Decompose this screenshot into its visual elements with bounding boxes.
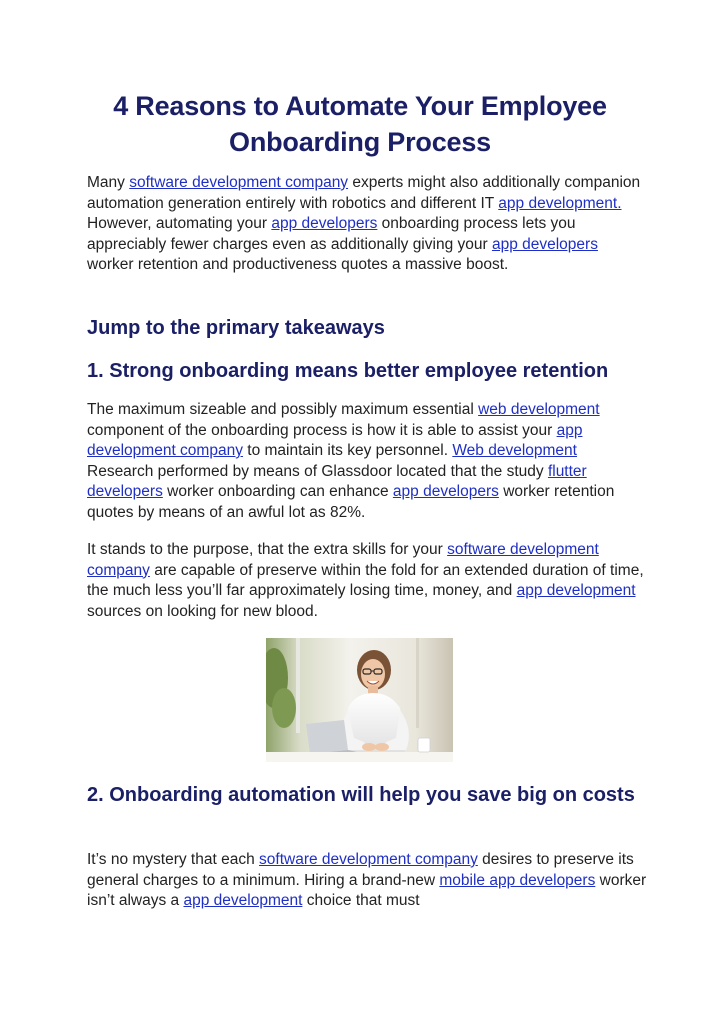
section2-paragraph-1 <box>87 850 647 912</box>
page-title: 4 Reasons to Automate Your Employee Onboarding Process <box>113 91 607 157</box>
text-run: component of the onboarding process is how it is able to assist your <box>87 421 557 439</box>
text-run: Many <box>87 174 130 191</box>
section1-heading: 1. Strong onboarding means better employee retention <box>87 360 609 382</box>
link-software-development-company[interactable]: software development company <box>259 851 478 868</box>
text-run: Research performed by means of Glassdoor located that the study <box>87 462 548 480</box>
text-run: worker isn’t always a <box>87 871 647 909</box>
jump-takeaways-heading: Jump to the primary takeaways <box>87 317 385 339</box>
text-run: It’s no mystery that each <box>87 851 260 868</box>
text-run: to maintain its key personnel. <box>242 442 453 459</box>
text-run: sources on looking for new blood. <box>87 602 318 620</box>
link-app-development[interactable]: app development <box>183 892 303 909</box>
link-flutter-developers[interactable]: flutter developers <box>87 462 587 500</box>
link-software-development-company[interactable]: software development company <box>129 174 349 191</box>
text-run: desires to preserve its general charges to a minimum. Hiring a brand-new <box>87 851 634 889</box>
section2-heading: 2. Onboarding automation will help you save big on costs <box>87 784 635 806</box>
text-run: are capable of preserve within the fold for an extended duration of time, the much less you’ll far approximately losing time, money, and <box>87 561 644 599</box>
link-web-development[interactable]: Web development <box>452 442 577 459</box>
link-app-developers[interactable]: app developers <box>491 235 598 253</box>
text-run: However, automating your <box>87 215 272 232</box>
section1-paragraph-1 <box>87 400 647 523</box>
link-mobile-app-developers[interactable]: mobile app developers <box>439 871 596 889</box>
link-app-development[interactable]: app development. <box>498 194 622 212</box>
text-run: The maximum sizeable and possibly maximum essential <box>87 401 479 418</box>
section1-paragraph-2 <box>87 540 647 622</box>
text-run: worker retention quotes by means of an awful lot as 82%. <box>87 483 615 521</box>
text-run: worker onboarding can enhance <box>162 483 393 500</box>
link-app-development-company[interactable]: app development company <box>87 421 583 459</box>
office-woman-laughing-photo <box>266 638 453 762</box>
link-software-development-company[interactable]: software development company <box>87 541 599 579</box>
text-run: onboarding process lets you appreciably fewer charges even as additionally giving your <box>87 215 576 253</box>
text-run: choice that must <box>302 892 420 909</box>
text-run: experts might also additionally companion automation generation entirely with robotics and different IT <box>87 174 641 212</box>
text-run: It stands to the purpose, that the extra skills for your <box>87 541 448 558</box>
text-run: worker retention and productiveness quotes a massive boost. <box>87 256 509 273</box>
photo-illustration <box>266 638 453 762</box>
link-app-developers[interactable]: app developers <box>271 215 378 232</box>
intro-paragraph <box>87 173 647 276</box>
link-app-development[interactable]: app development <box>516 582 636 599</box>
link-web-development[interactable]: web development <box>478 401 600 418</box>
link-app-developers[interactable]: app developers <box>392 483 499 500</box>
